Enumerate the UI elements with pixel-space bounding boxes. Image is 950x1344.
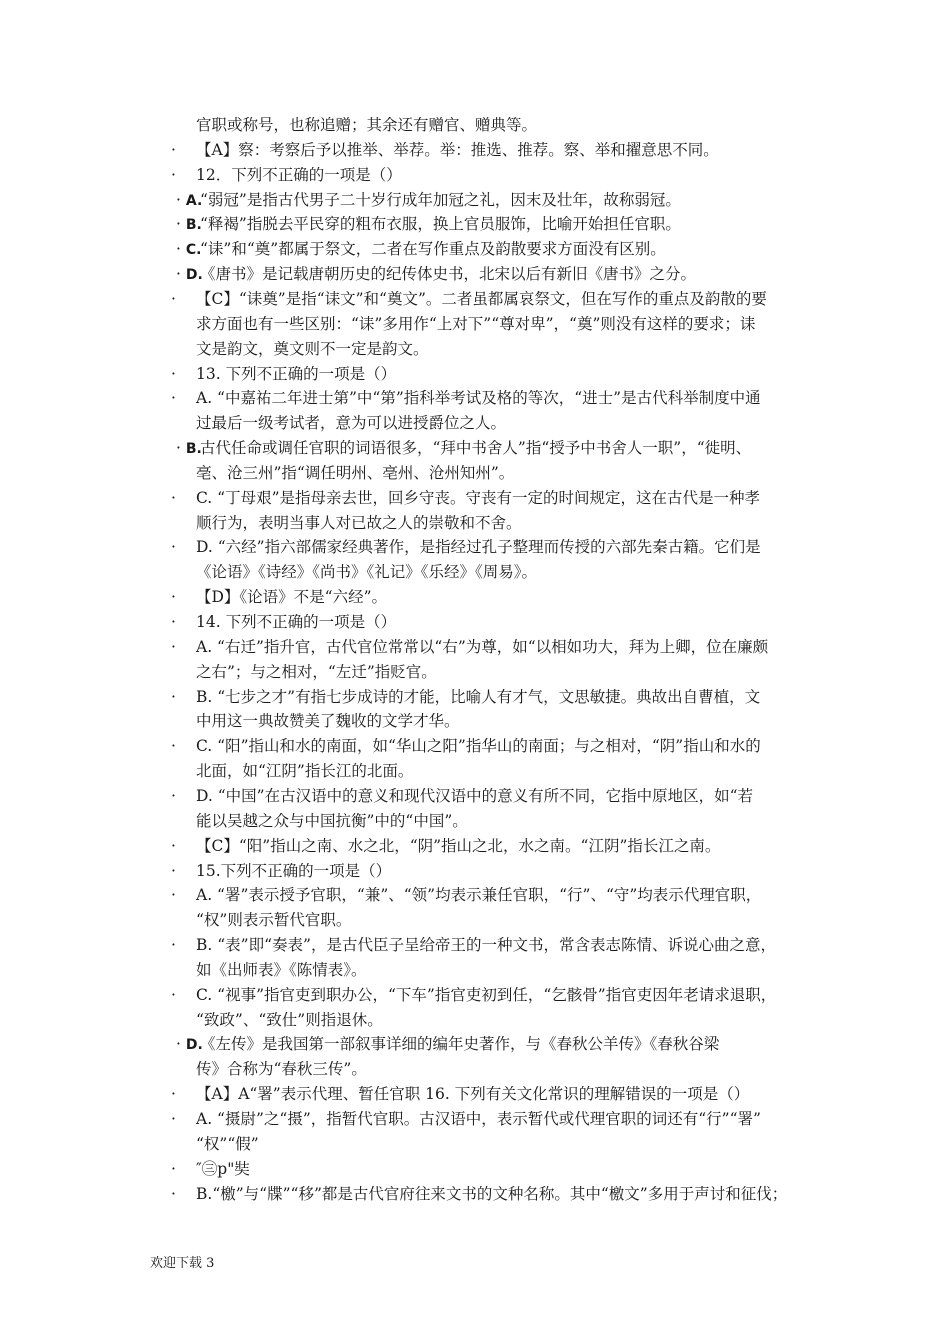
line-text: 【D】《论语》不是“六经”。 — [196, 588, 388, 606]
text-line — [0, 784, 950, 809]
line-text: “释褐”指脱去平民穿的粗布衣服，换上官员服饰，比喻开始担任官职。 — [200, 215, 681, 233]
text-line — [0, 1082, 950, 1107]
list-marker: · — [171, 1160, 176, 1178]
text-line — [0, 386, 950, 411]
line-text: 求方面也有一些区别：“诔”多用作“上对下”“尊对卑”，“奠”则没有这样的要求；诔 — [196, 315, 756, 333]
line-text: 《唐书》是记载唐朝历史的纪传体史书，北宋以后有新旧《唐书》之分。 — [200, 265, 697, 283]
text-line — [0, 486, 950, 511]
text-line — [0, 312, 950, 337]
line-text: 【C】“诔奠”是指“诔文”和“奠文”。二者虽都属哀祭文，但在写作的重点及韵散的要 — [196, 290, 767, 308]
text-line — [0, 138, 950, 163]
line-text: 古代任命或调任官职的词语很多，“拜中书舍人”指“授予中书舍人一职”，“徙明、 — [200, 439, 752, 457]
list-marker: · A. — [176, 191, 203, 209]
text-line — [0, 933, 950, 958]
line-text: 《论语》《诗经》《尚书》《礼记》《乐经》《周易》。 — [196, 563, 538, 581]
text-line — [0, 411, 950, 436]
text-line — [0, 1182, 950, 1207]
list-marker: · — [171, 1085, 176, 1103]
text-line — [0, 337, 950, 362]
line-text: 《左传》是我国第一部叙事详细的编年史著作，与《春秋公羊传》《春秋谷梁 — [200, 1035, 720, 1053]
line-text: 【C】“阳”指山之南、水之北，“阴”指山之北，水之南。“江阴”指长江之南。 — [196, 837, 721, 855]
text-line — [0, 660, 950, 685]
text-line — [0, 212, 950, 237]
list-marker: · D. — [176, 1035, 203, 1053]
line-text: 13. 下列不正确的一项是（） — [196, 365, 397, 383]
text-line — [0, 511, 950, 536]
text-line — [0, 610, 950, 635]
line-text: 顺行为，表明当事人对已故之人的崇敬和不舍。 — [196, 514, 522, 532]
list-marker: · — [171, 837, 176, 855]
list-marker: · B. — [176, 439, 202, 457]
line-text: “致政”、“致仕”则指退休。 — [196, 1011, 383, 1029]
list-marker: · — [171, 613, 176, 631]
line-text: 亳、沧三州”指“调任明州、亳州、沧州知州”。 — [196, 464, 515, 482]
text-line — [0, 436, 950, 461]
line-text: 12．下列不正确的一项是（） — [196, 166, 402, 184]
list-marker: · — [171, 1110, 176, 1128]
text-line — [0, 262, 950, 287]
text-line — [0, 908, 950, 933]
text-line — [0, 163, 950, 188]
list-marker: · — [171, 787, 176, 805]
text-line — [0, 983, 950, 1008]
line-text: D. “六经”指六部儒家经典著作，是指经过孔子整理而传授的六部先秦古籍。它们是 — [196, 538, 761, 556]
text-line — [0, 1132, 950, 1157]
text-line — [0, 809, 950, 834]
line-text: 文是韵文，奠文则不一定是韵文。 — [196, 340, 429, 358]
text-line — [0, 237, 950, 262]
text-line — [0, 709, 950, 734]
line-text: A. “摄尉”之“摄”，指暂代官职。古汉语中，表示暂代或代理官职的词还有“行”“署” — [196, 1110, 761, 1128]
line-text: C. “视事”指官吏到职办公，“下车”指官吏初到任，“乞骸骨”指官吏因年老请求退职， — [196, 986, 777, 1004]
line-text: 中用这一典故赞美了魏收的文学才华。 — [196, 712, 460, 730]
text-line — [0, 1107, 950, 1132]
list-marker: · — [171, 638, 176, 656]
page-footer: 欢迎下载 3 — [150, 1256, 215, 1271]
list-marker: · — [171, 290, 176, 308]
text-line — [0, 188, 950, 213]
line-text: ″㊂p"奘 — [196, 1160, 250, 1178]
line-text: 【A】察：考察后予以推举、举荐。举：推选、推荐。察、举和擢意思不同。 — [196, 141, 719, 159]
line-text: A. “署”表示授予官职，“兼”、“领”均表示兼任官职，“行”、“守”均表示代理官职， — [196, 886, 762, 904]
text-line — [0, 1057, 950, 1082]
line-text: “弱冠”是指古代男子二十岁行成年加冠之礼，因末及壮年，故称弱冠。 — [200, 191, 681, 209]
list-marker: · — [171, 862, 176, 880]
text-line — [0, 287, 950, 312]
text-line — [0, 685, 950, 710]
text-line — [0, 883, 950, 908]
text-line — [0, 113, 950, 138]
line-text: 【A】A“署”表示代理、暂任官职 16. 下列有关文化常识的理解错误的一项是（） — [196, 1085, 750, 1103]
text-line — [0, 635, 950, 660]
list-marker: · D. — [176, 265, 203, 283]
text-line — [0, 560, 950, 585]
text-line — [0, 859, 950, 884]
line-text: 15.下列不正确的一项是（） — [196, 862, 392, 880]
text-line — [0, 734, 950, 759]
list-marker: · — [171, 141, 176, 159]
line-text: 过最后一级考试者，意为可以进授爵位之人。 — [196, 414, 507, 432]
text-line — [0, 1157, 950, 1182]
text-line — [0, 834, 950, 859]
line-text: D. “中国”在古汉语中的意义和现代汉语中的意义有所不同，它指中原地区，如“若 — [196, 787, 754, 805]
line-text: 北面，如“江阴”指长江的北面。 — [196, 762, 414, 780]
line-text: B. “七步之才”有指七步成诗的才能，比喻人有才气，文思敏捷。典故出自曹植，文 — [196, 688, 761, 706]
line-text: “权”“假” — [196, 1135, 259, 1153]
list-marker: · — [171, 936, 176, 954]
line-text: C. “阳”指山和水的南面，如“华山之阳”指华山的南面；与之相对，“阴”指山和水的 — [196, 737, 761, 755]
list-marker: · — [171, 1185, 176, 1203]
list-marker: · — [171, 166, 176, 184]
list-marker: · — [171, 389, 176, 407]
list-marker: · — [171, 365, 176, 383]
line-text: B. “表”即“奏表”，是古代臣子呈给帝王的一种文书，常含表志陈情、诉说心曲之意， — [196, 936, 776, 954]
line-text: 如《出师表》《陈情表》。 — [196, 961, 367, 979]
list-marker: · B. — [176, 215, 202, 233]
line-text: “诔”和“奠”都属于祭文，二者在写作重点及韵散要求方面没有区别。 — [200, 240, 666, 258]
text-line — [0, 362, 950, 387]
line-text: 官职或称号，也称追赠；其余还有赠官、赠典等。 — [196, 116, 538, 134]
text-line — [0, 958, 950, 983]
list-marker: · — [171, 489, 176, 507]
list-marker: · C. — [176, 240, 202, 258]
line-text: C. “丁母艰”是指母亲去世，回乡守丧。守丧有一定的时间规定，这在古代是一种孝 — [196, 489, 761, 507]
list-marker: · — [171, 588, 176, 606]
line-text: B.“檄”与“牒”“移”都是古代官府往来文书的文种名称。其中“檄文”多用于声讨和征伐； — [196, 1185, 788, 1203]
line-text: 之右”；与之相对，“左迁”指贬官。 — [196, 663, 437, 681]
line-text: 14. 下列不正确的一项是（） — [196, 613, 397, 631]
line-text: A. “右迁”指升官，古代官位常常以“右”为尊，如“以相如功大，拜为上卿，位在廉颇 — [196, 638, 769, 656]
text-line — [0, 535, 950, 560]
list-marker: · — [171, 886, 176, 904]
list-marker: · — [171, 986, 176, 1004]
line-text: 能以吴越之众与中国抗衡”中的“中国”。 — [196, 812, 468, 830]
line-text: A. “中嘉祐二年进士第”中“第”指科举考试及格的等次，“进士”是古代科举制度中通 — [196, 389, 761, 407]
line-text: “权”则表示暂代官职。 — [196, 911, 352, 929]
list-marker: · — [171, 737, 176, 755]
line-text: 传》合称为“春秋三传”。 — [196, 1060, 367, 1078]
text-line — [0, 1008, 950, 1033]
text-line — [0, 461, 950, 486]
text-line — [0, 585, 950, 610]
list-marker: · — [171, 688, 176, 706]
text-line — [0, 1032, 950, 1057]
text-line — [0, 759, 950, 784]
list-marker: · — [171, 538, 176, 556]
